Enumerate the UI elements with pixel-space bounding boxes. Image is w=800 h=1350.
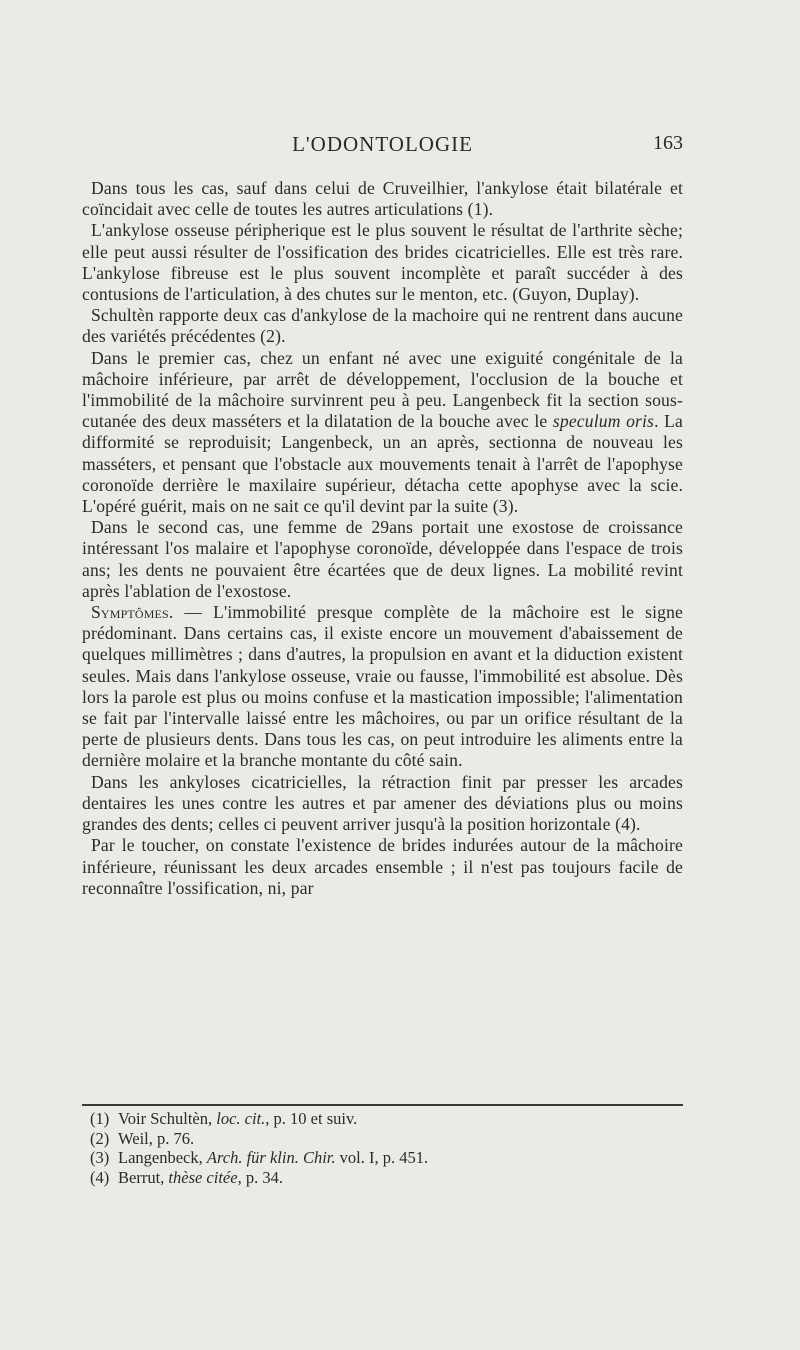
paragraph-text: . La difformité se reproduisit; Langenbeck, un an après, sectionna de nouveau les masséters, et pensant que l'obstacle aux mouvements tenait à l'arrêt de l'apophyse coronoïde derrière le maxilaire supérieur, détacha cette apophyse avec la scie. L'opéré guérit, mais on ne sait ce qu'il devint par la suite (3). — [82, 411, 683, 517]
paragraph: Dans les ankyloses cicatricielles, la rétraction finit par presser les arcades dentaires les unes contre les autres et par amener des déviations plus ou moins grandes des dents; celles ci peuvent arriver jusqu'à la position horizontale (4). — [82, 771, 683, 835]
paragraph: Dans tous les cas, sauf dans celui de Cruveilhier, l'ankylose était bilatérale et coïncidait avec celle de toutes les autres articulations (1). — [82, 178, 683, 220]
paragraph: L'ankylose osseuse péripherique est le plus souvent le résultat de l'arthrite sèche; elle peut aussi résulter de l'ossification des brides cicatricielles. Elle est très rare. L'ankylose fibreuse est le plus souvent incomplète et paraît succéder à des contusions de l'articulation, à des chutes sur le menton, etc. (Guyon, Duplay). — [82, 220, 683, 305]
paragraph-text: — L'immobilité presque complète de la mâchoire est le signe prédominant. Dans certains cas, il existe encore un mouvement d'abaissement de quelques millimètres ; dans d'autres, la propulsion en avant et la diduction existent seules. Mais dans l'ankylose osseuse, vraie ou fausse, l'immobilité est absolue. Dès lors la parole est plus ou moins confuse et la mastication impossible; l'alimentation se fait par l'intervalle laissé entre les mâchoires, ou par un orifice résultant de la perte de plusieurs dents. Dans tous les cas, on peut introduire les aliments entre la dernière molaire et la branche montante du côté sain. — [82, 602, 683, 771]
footnote-number: (4) — [90, 1167, 110, 1187]
paragraph: Par le toucher, on constate l'existence de brides indurées autour de la mâchoire inférieure, réunissant les deux arcades ensemble ; il n'est pas toujours facile de reconnaître l'ossification, ni, par — [82, 835, 683, 898]
running-title: L'ODONTOLOGIE — [292, 132, 473, 156]
paragraph — [82, 602, 683, 772]
footnote-text: Voir Schultèn, — [118, 1109, 217, 1128]
footnote-text: , p. 34. — [237, 1167, 283, 1187]
body-text — [82, 178, 683, 899]
footnote — [90, 1168, 680, 1188]
footnote — [90, 1109, 680, 1129]
footnote-citation: loc. cit. — [216, 1109, 266, 1128]
footnote-text: , p. 10 et suiv. — [265, 1109, 358, 1128]
paragraph: Dans le second cas, une femme de 29ans portait une exostose de croissance intéressant l'os malaire et l'apophyse coronoïde, développée dans l'espace de trois ans; les dents ne pouvaient être écartées que de deux lignes. La mobilité revint après l'ablation de l'exostose. — [82, 517, 683, 601]
footnote-text: Langenbeck, — [118, 1148, 207, 1167]
section-heading: Symptômes. — [91, 602, 174, 623]
footnote-citation: Arch. für klin. Chir. — [206, 1148, 336, 1167]
footnote-text: vol. I, p. 451. — [335, 1148, 429, 1167]
footnote-number: (2) — [90, 1128, 110, 1148]
footnote — [90, 1148, 680, 1168]
footnote-divider — [82, 1104, 683, 1106]
page-number: 163 — [653, 132, 683, 154]
paragraph — [82, 348, 683, 518]
book-page — [82, 0, 683, 1350]
footnotes — [90, 1109, 680, 1187]
footnote-citation: thèse citée — [168, 1167, 238, 1187]
footnote-number: (3) — [90, 1148, 110, 1167]
paragraph-text: Dans le premier cas, chez un enfant né avec une exiguité congénitale de la mâchoire inférieure, par arrêt de développement, l'occlusion de la bouche et l'immobilité de la mâchoire survinrent peu à peu. Langenbeck fit la section sous-cutanée des deux masséters et la dilatation de la bouche avec le — [82, 347, 683, 432]
footnote-text: Berrut, — [118, 1167, 169, 1187]
page-header — [82, 132, 683, 162]
latin-term: speculum oris — [552, 411, 655, 432]
footnote — [90, 1129, 680, 1149]
paragraph: Schultèn rapporte deux cas d'ankylose de la machoire qui ne rentrent dans aucune des variétés précédentes (2). — [82, 305, 683, 347]
footnote-text: Weil, p. 76. — [118, 1128, 195, 1148]
footnote-number: (1) — [90, 1109, 110, 1128]
